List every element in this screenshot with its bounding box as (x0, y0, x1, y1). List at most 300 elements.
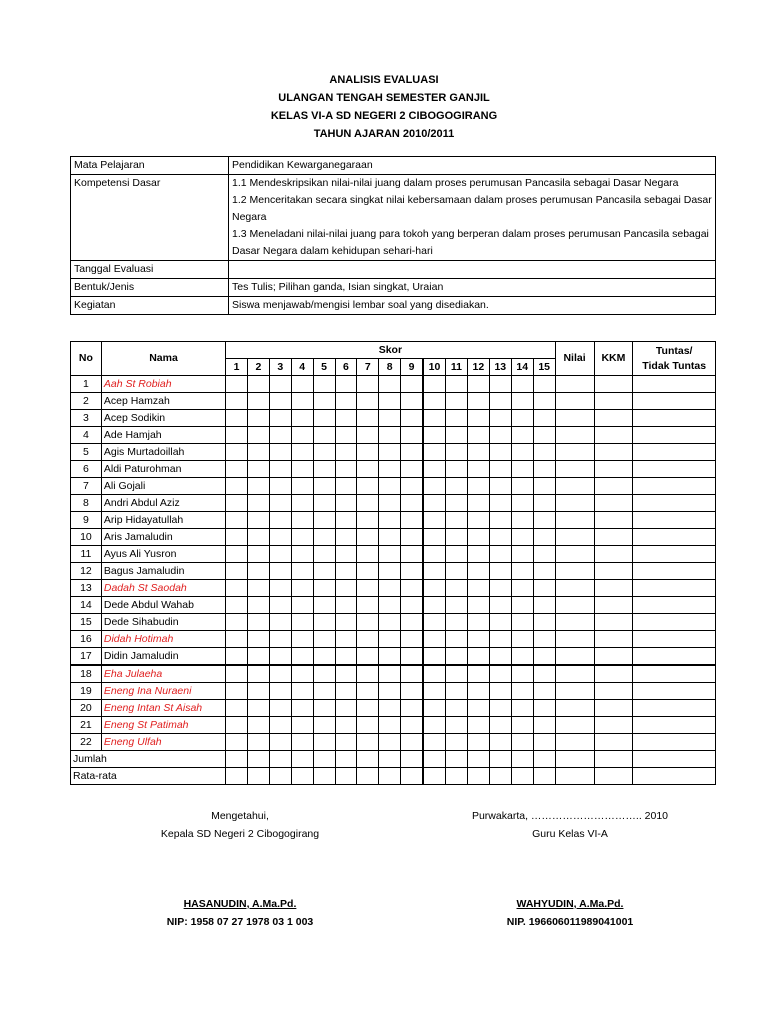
score-cell (226, 461, 248, 478)
table-row (71, 393, 716, 410)
score-cell (269, 444, 291, 461)
tuntas-cell (633, 461, 716, 478)
title-line-3: KELAS VI-A SD NEGERI 2 CIBOGOGIRANG (270, 110, 498, 122)
skor-number-3: 3 (269, 359, 291, 376)
score-cell (248, 393, 270, 410)
score-cell (467, 717, 489, 734)
score-cell (313, 717, 335, 734)
score-cell (401, 648, 423, 666)
score-cell (313, 529, 335, 546)
score-cell (226, 427, 248, 444)
score-cell (467, 614, 489, 631)
score-cell (335, 376, 357, 393)
score-cell (401, 700, 423, 717)
kegiatan-label: Kegiatan (71, 297, 229, 315)
score-cell (269, 393, 291, 410)
score-cell (291, 529, 313, 546)
kkm-cell (594, 512, 633, 529)
score-cell (248, 529, 270, 546)
score-cell (226, 563, 248, 580)
tuntas-cell (633, 393, 716, 410)
score-cell (401, 444, 423, 461)
score-cell (489, 495, 511, 512)
score-cell (533, 683, 555, 700)
score-cell (226, 376, 248, 393)
score-cell (357, 529, 379, 546)
score-cell (533, 410, 555, 427)
score-cell (445, 563, 467, 580)
score-cell (291, 734, 313, 751)
score-cell (357, 410, 379, 427)
score-cell (313, 700, 335, 717)
score-cell (335, 461, 357, 478)
student-name: Eneng St Patimah (101, 717, 225, 734)
score-cell (401, 683, 423, 700)
score-cell (248, 717, 270, 734)
nilai-cell (555, 410, 594, 427)
score-cell (489, 444, 511, 461)
score-cell (511, 512, 533, 529)
score-cell (313, 768, 335, 785)
score-cell (379, 427, 401, 444)
student-name: Acep Hamzah (101, 393, 225, 410)
score-cell (533, 614, 555, 631)
table-row (71, 410, 716, 427)
score-cell (445, 648, 467, 666)
col-no-header: No (71, 342, 102, 376)
score-cell (248, 461, 270, 478)
score-cell (533, 631, 555, 648)
score-cell (423, 580, 445, 597)
score-cell (489, 427, 511, 444)
score-cell (226, 580, 248, 597)
score-cell (445, 393, 467, 410)
score-cell (379, 461, 401, 478)
score-cell (489, 734, 511, 751)
student-no: 12 (71, 563, 102, 580)
score-cell (423, 461, 445, 478)
score-cell (291, 683, 313, 700)
score-cell (467, 665, 489, 683)
skor-number-10: 10 (423, 359, 445, 376)
score-cell (467, 461, 489, 478)
student-rows (71, 376, 716, 751)
score-cell (248, 614, 270, 631)
kkm-cell (594, 751, 633, 768)
score-cell (248, 427, 270, 444)
student-name: Acep Sodikin (101, 410, 225, 427)
score-cell (357, 597, 379, 614)
table-row (71, 444, 716, 461)
score-cell (467, 700, 489, 717)
table-row (71, 614, 716, 631)
score-cell (248, 546, 270, 563)
score-cell (467, 631, 489, 648)
tuntas-cell (633, 751, 716, 768)
score-cell (313, 393, 335, 410)
score-cell (445, 683, 467, 700)
score-cell (269, 529, 291, 546)
score-cell (467, 376, 489, 393)
score-cell (291, 717, 313, 734)
score-cell (335, 648, 357, 666)
skor-number-2: 2 (248, 359, 270, 376)
kd-item-1: 1.1 Mendeskripsikan nilai-nilai juang dalam proses perumusan Pancasila sebagai Dasar Negara (232, 177, 679, 189)
score-cell (379, 700, 401, 717)
score-cell (423, 768, 445, 785)
score-cell (445, 512, 467, 529)
tuntas-cell (633, 717, 716, 734)
nilai-cell (555, 427, 594, 444)
skor-number-14: 14 (511, 359, 533, 376)
student-name: Didah Hotimah (101, 631, 225, 648)
score-cell (291, 393, 313, 410)
score-cell (489, 614, 511, 631)
nilai-cell (555, 614, 594, 631)
score-cell (533, 563, 555, 580)
score-cell (357, 478, 379, 495)
score-cell (269, 614, 291, 631)
score-cell (533, 495, 555, 512)
kkm-cell (594, 734, 633, 751)
student-no: 7 (71, 478, 102, 495)
score-cell (379, 734, 401, 751)
nilai-cell (555, 717, 594, 734)
nilai-cell (555, 768, 594, 785)
score-cell (269, 665, 291, 683)
score-cell (423, 717, 445, 734)
score-cell (335, 427, 357, 444)
score-cell (511, 376, 533, 393)
tuntas-cell (633, 376, 716, 393)
student-no: 13 (71, 580, 102, 597)
table-row (71, 580, 716, 597)
student-name: Ayus Ali Yusron (101, 546, 225, 563)
score-cell (511, 700, 533, 717)
score-cell (511, 768, 533, 785)
score-cell (357, 648, 379, 666)
score-cell (248, 683, 270, 700)
score-cell (226, 546, 248, 563)
score-cell (489, 512, 511, 529)
col-kkm-header: KKM (594, 342, 633, 376)
score-cell (248, 444, 270, 461)
kkm-cell (594, 563, 633, 580)
score-cell (511, 717, 533, 734)
jumlah-label: Jumlah (71, 751, 226, 768)
score-cell (357, 376, 379, 393)
score-cell (445, 495, 467, 512)
left-sig-line-1: Mengetahui, (211, 810, 269, 822)
score-cell (445, 478, 467, 495)
score-cell (423, 751, 445, 768)
tuntas-cell (633, 512, 716, 529)
nilai-cell (555, 393, 594, 410)
score-cell (489, 393, 511, 410)
kkm-cell (594, 665, 633, 683)
score-cell (291, 546, 313, 563)
score-cell (291, 444, 313, 461)
score-cell (423, 512, 445, 529)
score-cell (467, 444, 489, 461)
score-cell (313, 631, 335, 648)
score-cell (291, 700, 313, 717)
skor-number-9: 9 (401, 359, 423, 376)
score-cell (226, 512, 248, 529)
score-cell (533, 751, 555, 768)
tuntas-cell (633, 597, 716, 614)
score-cell (226, 683, 248, 700)
score-cell (291, 665, 313, 683)
score-cell (269, 478, 291, 495)
score-cell (467, 683, 489, 700)
score-cell (379, 478, 401, 495)
score-cell (357, 495, 379, 512)
student-name: Aah St Robiah (101, 376, 225, 393)
score-cell (423, 734, 445, 751)
score-cell (489, 751, 511, 768)
student-name: Aris Jamaludin (101, 529, 225, 546)
score-cell (248, 751, 270, 768)
score-cell (379, 529, 401, 546)
tuntas-cell (633, 734, 716, 751)
score-cell (401, 665, 423, 683)
score-cell (226, 648, 248, 666)
kkm-cell (594, 546, 633, 563)
score-cell (511, 665, 533, 683)
score-cell (291, 495, 313, 512)
score-cell (357, 427, 379, 444)
score-cell (269, 563, 291, 580)
score-cell (335, 683, 357, 700)
skor-number-8: 8 (379, 359, 401, 376)
table-row (71, 563, 716, 580)
score-cell (313, 648, 335, 666)
col-skor-header: Skor (226, 342, 555, 359)
score-cell (357, 461, 379, 478)
score-cell (269, 427, 291, 444)
student-name: Andri Abdul Aziz (101, 495, 225, 512)
student-name: Ali Gojali (101, 478, 225, 495)
title-line-1: ANALISIS EVALUASI (329, 74, 439, 86)
student-no: 22 (71, 734, 102, 751)
score-cell (313, 495, 335, 512)
score-cell (335, 546, 357, 563)
student-no: 1 (71, 376, 102, 393)
score-cell (401, 376, 423, 393)
score-cell (423, 529, 445, 546)
kd-item-2: 1.2 Menceritakan secara singkat nilai kebersamaan dalam proses perumusan Pancasila sebagai Dasar Negara (232, 194, 712, 223)
score-cell (489, 563, 511, 580)
bentuk-label: Bentuk/Jenis (71, 279, 229, 297)
table-row (71, 734, 716, 751)
score-cell (226, 614, 248, 631)
nilai-cell (555, 580, 594, 597)
kd-item-3: 1.3 Meneladani nilai-nilai juang para tokoh yang berperan dalam proses perumusan Pancasila sebagai Dasar Negara dalam kehidupan sehari-hari (232, 228, 709, 257)
score-cell (248, 478, 270, 495)
kkm-cell (594, 614, 633, 631)
score-cell (335, 717, 357, 734)
score-cell (489, 580, 511, 597)
score-cell (291, 580, 313, 597)
nilai-cell (555, 495, 594, 512)
right-sig-line-2: Guru Kelas VI-A (532, 828, 608, 840)
student-no: 6 (71, 461, 102, 478)
student-no: 21 (71, 717, 102, 734)
score-cell (533, 512, 555, 529)
score-cell (467, 495, 489, 512)
tuntas-cell (633, 427, 716, 444)
score-cell (401, 512, 423, 529)
nilai-cell (555, 376, 594, 393)
score-cell (401, 546, 423, 563)
score-cell (248, 631, 270, 648)
score-cell (533, 580, 555, 597)
score-cell (248, 665, 270, 683)
score-cell (357, 665, 379, 683)
score-cell (226, 597, 248, 614)
score-cell (313, 734, 335, 751)
score-cell (335, 529, 357, 546)
score-cell (357, 683, 379, 700)
kkm-cell (594, 478, 633, 495)
score-cell (533, 700, 555, 717)
score-cell (248, 597, 270, 614)
score-cell (489, 631, 511, 648)
score-cell (401, 427, 423, 444)
score-cell (291, 427, 313, 444)
score-cell (467, 393, 489, 410)
score-cell (291, 410, 313, 427)
score-cell (379, 768, 401, 785)
student-no: 15 (71, 614, 102, 631)
score-cell (401, 410, 423, 427)
score-cell (489, 376, 511, 393)
kkm-cell (594, 580, 633, 597)
score-cell (379, 751, 401, 768)
tanggal-value (229, 261, 716, 279)
kkm-cell (594, 631, 633, 648)
score-cell (489, 478, 511, 495)
score-cell (533, 665, 555, 683)
score-cell (269, 597, 291, 614)
col-tuntas-line-2: Tidak Tuntas (642, 359, 707, 372)
table-row (71, 495, 716, 512)
student-name: Dede Sihabudin (101, 614, 225, 631)
score-cell (269, 768, 291, 785)
score-cell (379, 393, 401, 410)
score-cell (313, 580, 335, 597)
tuntas-cell (633, 614, 716, 631)
col-tuntas-line-1: Tuntas/ (655, 344, 693, 357)
score-cell (248, 768, 270, 785)
student-name: Ade Hamjah (101, 427, 225, 444)
score-cell (357, 580, 379, 597)
student-name: Agis Murtadoillah (101, 444, 225, 461)
score-cell (489, 648, 511, 666)
score-cell (423, 376, 445, 393)
score-cell (533, 444, 555, 461)
score-cell (313, 427, 335, 444)
score-cell (248, 410, 270, 427)
score-cell (533, 478, 555, 495)
score-cell (269, 751, 291, 768)
score-cell (511, 751, 533, 768)
kkm-cell (594, 717, 633, 734)
score-cell (379, 631, 401, 648)
student-name: Bagus Jamaludin (101, 563, 225, 580)
score-cell (379, 717, 401, 734)
student-no: 18 (71, 665, 102, 683)
score-cell (313, 546, 335, 563)
nilai-cell (555, 751, 594, 768)
tuntas-cell (633, 478, 716, 495)
table-row (71, 665, 716, 683)
col-nilai-header: Nilai (555, 342, 594, 376)
score-cell (291, 768, 313, 785)
score-cell (467, 597, 489, 614)
kkm-cell (594, 683, 633, 700)
score-cell (423, 546, 445, 563)
score-cell (313, 512, 335, 529)
score-cell (511, 580, 533, 597)
score-cell (357, 444, 379, 461)
table-row (71, 512, 716, 529)
score-cell (533, 546, 555, 563)
score-cell (335, 495, 357, 512)
kd-values (229, 175, 716, 261)
info-table (70, 156, 716, 315)
score-cell (401, 529, 423, 546)
tuntas-cell (633, 768, 716, 785)
score-cell (226, 734, 248, 751)
score-cell (335, 393, 357, 410)
left-signature (150, 807, 330, 931)
score-cell (511, 529, 533, 546)
score-cell (401, 597, 423, 614)
score-cell (313, 376, 335, 393)
skor-number-6: 6 (335, 359, 357, 376)
score-cell (248, 580, 270, 597)
score-cell (401, 563, 423, 580)
score-cell (445, 529, 467, 546)
score-cell (445, 665, 467, 683)
score-cell (313, 683, 335, 700)
score-cell (401, 461, 423, 478)
score-cell (423, 683, 445, 700)
score-cell (226, 444, 248, 461)
score-cell (445, 768, 467, 785)
score-cell (533, 461, 555, 478)
score-cell (269, 683, 291, 700)
score-cell (489, 683, 511, 700)
tuntas-cell (633, 546, 716, 563)
score-cell (313, 563, 335, 580)
student-name: Arip Hidayatullah (101, 512, 225, 529)
score-cell (445, 717, 467, 734)
score-cell (226, 717, 248, 734)
student-no: 16 (71, 631, 102, 648)
student-name: Aldi Paturohman (101, 461, 225, 478)
score-cell (335, 410, 357, 427)
title-line-2: ULANGAN TENGAH SEMESTER GANJIL (278, 92, 490, 104)
skor-number-5: 5 (313, 359, 335, 376)
score-cell (423, 631, 445, 648)
score-cell (379, 648, 401, 666)
skor-number-1: 1 (226, 359, 248, 376)
score-cell (313, 665, 335, 683)
score-cell (467, 546, 489, 563)
